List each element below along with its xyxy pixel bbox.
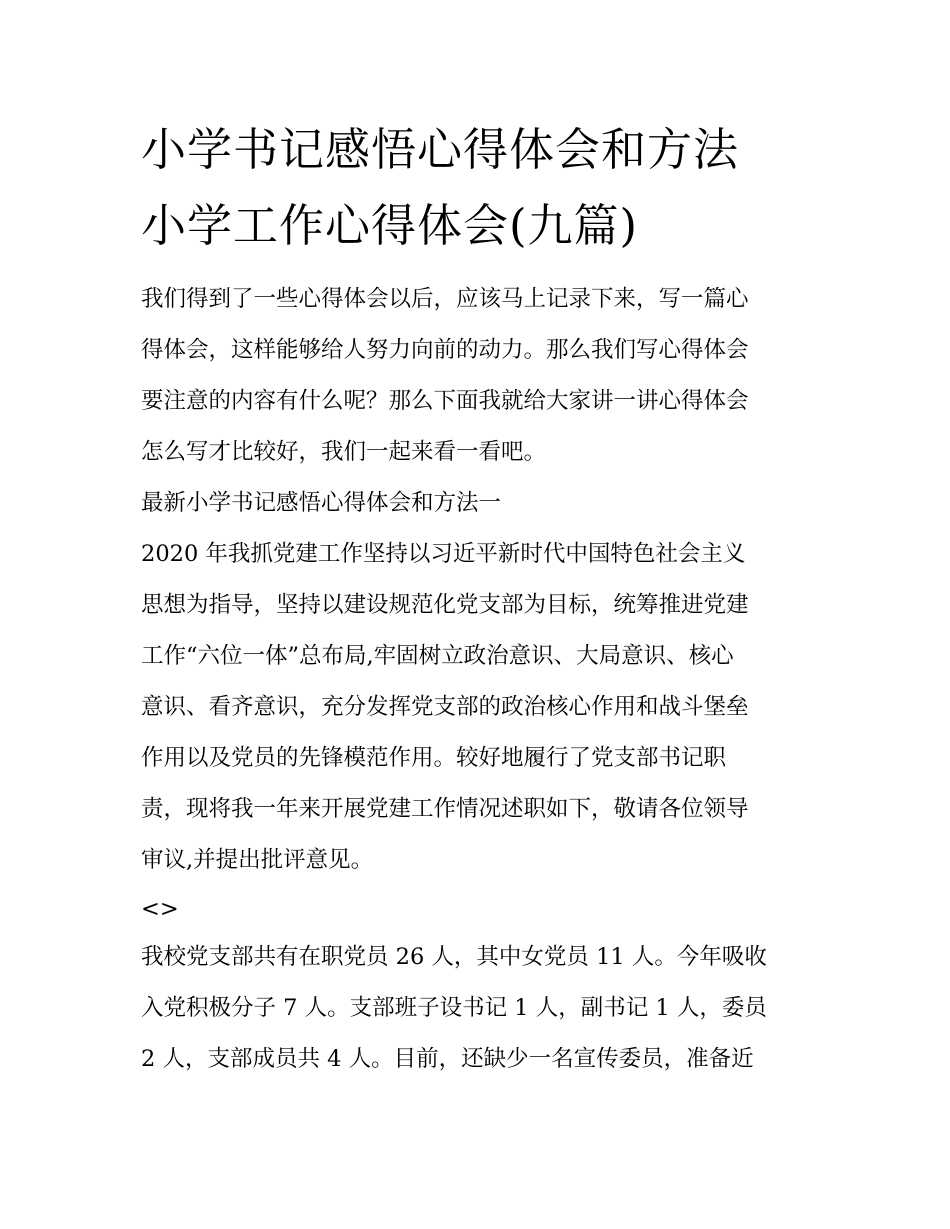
- text-line: 要注意的内容有什么呢？那么下面我就给大家讲一讲心得体会: [141, 388, 749, 414]
- text-line: 责，现将我一年来开展党建工作情况述职如下，敬请各位领导: [141, 796, 749, 822]
- document-title: [141, 112, 817, 264]
- section-heading: 最新小学书记感悟心得体会和方法一: [141, 490, 502, 516]
- title-line: 小学工作心得体会(九篇): [141, 199, 639, 252]
- body-paragraph-1: [141, 529, 817, 886]
- section-marker: <>: [141, 896, 179, 922]
- text-line: 入党积极分子 7 人。支部班子设书记 1 人，副书记 1 人，委员: [141, 995, 767, 1021]
- title-line: 小学书记感悟心得体会和方法: [141, 123, 740, 176]
- text-line: 怎么写才比较好，我们一起来看一看吧。: [141, 439, 547, 465]
- text-line: 得体会，这样能够给人努力向前的动力。那么我们写心得体会: [141, 337, 749, 363]
- intro-paragraph: [141, 274, 817, 478]
- body-paragraph-2: [141, 932, 817, 1085]
- text-line: 意识、看齐意识，充分发挥党支部的政治核心作用和战斗堡垒: [141, 694, 749, 720]
- document-page: [141, 112, 817, 1085]
- text-line: 作用以及党员的先锋模范作用。较好地履行了党支部书记职: [141, 745, 727, 771]
- text-line: 我校党支部共有在职党员 26 人，其中女党员 11 人。今年吸收: [141, 944, 767, 970]
- text-line: 工作“六位一体”总布局,牢固树立政治意识、大局意识、核心: [141, 643, 734, 669]
- text-line: 2020 年我抓党建工作坚持以习近平新时代中国特色社会主义: [141, 541, 746, 567]
- text-line: 思想为指导，坚持以建设规范化党支部为目标，统筹推进党建: [141, 592, 749, 618]
- text-line: 我们得到了一些心得体会以后，应该马上记录下来，写一篇心: [141, 286, 749, 312]
- text-line: 审议,并提出批评意见。: [141, 847, 374, 873]
- text-line: 2 人，支部成员共 4 人。目前，还缺少一名宣传委员，准备近: [141, 1046, 754, 1072]
